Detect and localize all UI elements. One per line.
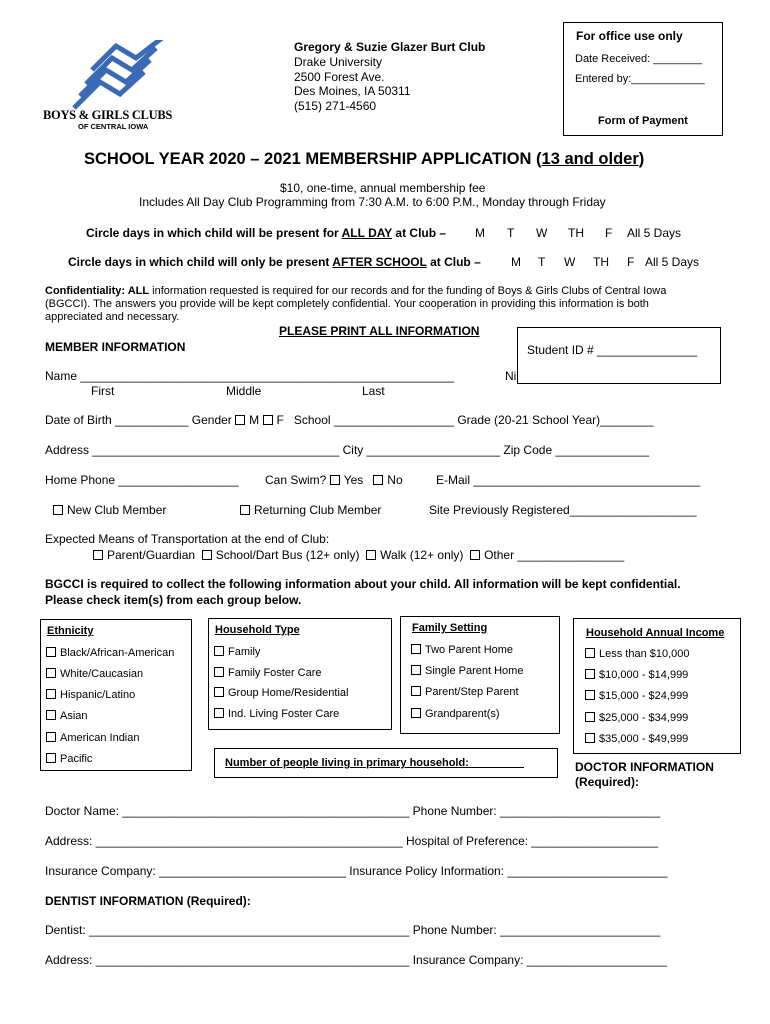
- site-previously-field[interactable]: Site Previously Registered___________________: [429, 503, 697, 517]
- income-option[interactable]: [585, 712, 688, 724]
- member-info-heading: MEMBER INFORMATION: [45, 340, 186, 354]
- after-school-post: at Club –: [426, 255, 481, 269]
- doctor-heading-required: (Required):: [575, 775, 639, 789]
- checkbox[interactable]: [263, 415, 273, 425]
- program-line: Includes All Day Club Programming from 7:30 A.M. to 6:00 P.M., Monday through Friday: [139, 195, 606, 209]
- returning-member-label: Returning Club Member: [254, 503, 382, 517]
- checkbox[interactable]: [411, 644, 421, 654]
- after-school-emph: AFTER SCHOOL: [332, 255, 427, 269]
- day-m[interactable]: M: [511, 255, 521, 269]
- option-label: Grandparent(s): [425, 708, 500, 720]
- option-label: Ind. Living Foster Care: [228, 708, 340, 720]
- option-label: Family Foster Care: [228, 667, 322, 679]
- checkbox[interactable]: [330, 475, 340, 485]
- option-label: Two Parent Home: [425, 644, 514, 656]
- doctor-heading: DOCTOR INFORMATION: [575, 760, 714, 774]
- option-label: $15,000 - $24,999: [599, 690, 689, 702]
- income-option[interactable]: [585, 690, 688, 702]
- family-setting-box: [400, 616, 560, 734]
- checkbox[interactable]: [46, 710, 56, 720]
- checkbox[interactable]: [46, 647, 56, 657]
- checkbox[interactable]: [585, 712, 595, 722]
- household-type-option[interactable]: [214, 646, 260, 658]
- day-m[interactable]: M: [475, 226, 485, 240]
- office-use-box: [563, 22, 723, 136]
- title-age: 13 and older: [541, 150, 639, 168]
- checkbox[interactable]: [585, 669, 595, 679]
- checkbox[interactable]: [411, 665, 421, 675]
- day-all[interactable]: All 5 Days: [627, 226, 682, 240]
- checkbox[interactable]: [93, 550, 103, 560]
- day-f[interactable]: F: [605, 226, 613, 240]
- checkbox[interactable]: [214, 667, 224, 677]
- checkbox[interactable]: [585, 690, 595, 700]
- family-setting-title: Family Setting: [412, 622, 488, 634]
- day-t[interactable]: T: [507, 226, 515, 240]
- bgcci-notice: BGCCI is required to collect the following information about your child. All information will be kept confidential.: [45, 577, 681, 591]
- doctor-address-hospital-field[interactable]: Address: ______________________________________________ Hospital of Preference: ___________________: [45, 834, 659, 848]
- address-line: Des Moines, IA 50311: [294, 84, 411, 98]
- transport-walk: Walk (12+ only): [380, 548, 464, 562]
- checkbox[interactable]: [470, 550, 480, 560]
- ethnicity-option[interactable]: [46, 710, 88, 722]
- swim-no-label: No: [387, 473, 403, 487]
- new-member-label: New Club Member: [67, 503, 167, 517]
- checkbox[interactable]: [46, 753, 56, 763]
- household-count-box: [214, 748, 558, 778]
- income-option[interactable]: [585, 733, 688, 745]
- transport-parent: Parent/Guardian: [107, 548, 196, 562]
- title-end: ): [638, 150, 645, 168]
- option-label: Parent/Step Parent: [425, 686, 519, 698]
- home-phone-field[interactable]: Home Phone __________________: [45, 473, 239, 487]
- option-label: American Indian: [60, 732, 140, 744]
- email-field[interactable]: E-Mail __________________________________: [436, 473, 701, 487]
- option-label: $10,000 - $14,999: [599, 669, 689, 681]
- address-city-zip-field[interactable]: Address _____________________________________ City ____________________ Zip Code ______________: [45, 443, 649, 457]
- ethnicity-box: [40, 619, 192, 771]
- print-all-heading: PLEASE PRINT ALL INFORMATION: [279, 324, 480, 338]
- after-school-pre: Circle days in which child will only be present: [68, 255, 333, 269]
- household-type-box: [208, 618, 392, 730]
- household-count-field[interactable]: Number of people living in primary household:_________: [225, 757, 524, 769]
- dentist-name-phone-field[interactable]: Dentist: ________________________________________________ Phone Number: ________________________: [45, 923, 661, 937]
- household-type-title: Household Type: [215, 624, 300, 636]
- dentist-heading: DENTIST INFORMATION (Required):: [45, 894, 251, 908]
- date-received-field[interactable]: Date Received: ________: [575, 53, 703, 65]
- household-type-option[interactable]: [214, 708, 339, 720]
- page-title: [84, 150, 644, 169]
- confidentiality-text: information requested is required for our records and for the funding of Boys & Girls Clubs of Central Iowa: [149, 285, 667, 297]
- first-name-label: First: [91, 384, 115, 398]
- checkbox[interactable]: [214, 687, 224, 697]
- checkbox[interactable]: [585, 733, 595, 743]
- confidentiality-line: [45, 285, 666, 297]
- ethnicity-option[interactable]: [46, 689, 135, 701]
- confidentiality-line: appreciated and necessary.: [45, 311, 180, 323]
- day-th[interactable]: TH: [568, 226, 584, 240]
- household-type-option[interactable]: [214, 687, 348, 699]
- income-box: [573, 618, 741, 754]
- checkbox[interactable]: [240, 505, 250, 515]
- address-line: 2500 Forest Ave.: [294, 70, 385, 84]
- logo-text: BOYS & GIRLS CLUBS: [43, 108, 173, 122]
- income-title: Household Annual Income: [586, 627, 725, 639]
- option-label: Family: [228, 646, 261, 658]
- ethnicity-title: Ethnicity: [47, 625, 94, 637]
- family-setting-option[interactable]: [411, 708, 500, 720]
- income-option[interactable]: [585, 648, 690, 660]
- student-id-field[interactable]: Student ID # _______________: [527, 343, 698, 357]
- option-label: Pacific: [60, 753, 93, 765]
- checkbox[interactable]: [411, 686, 421, 696]
- checkbox[interactable]: [46, 668, 56, 678]
- ethnicity-option[interactable]: [46, 732, 140, 744]
- checkbox[interactable]: [411, 708, 421, 718]
- household-type-option[interactable]: [214, 667, 322, 679]
- family-setting-option[interactable]: [411, 686, 519, 698]
- checkbox[interactable]: [214, 708, 224, 718]
- all-day-emph: ALL DAY: [341, 226, 393, 240]
- day-w[interactable]: W: [536, 226, 548, 240]
- checkbox[interactable]: [46, 732, 56, 742]
- option-label: Black/African-American: [60, 647, 175, 659]
- logo-subtext: OF CENTRAL IOWA: [78, 122, 149, 131]
- new-member-option[interactable]: [53, 503, 166, 517]
- option-label: $25,000 - $34,999: [599, 712, 689, 724]
- day-f[interactable]: F: [627, 255, 635, 269]
- day-w[interactable]: W: [564, 255, 576, 269]
- checkbox[interactable]: [235, 415, 245, 425]
- family-setting-option[interactable]: [411, 665, 523, 677]
- name-field[interactable]: Name ________________________________________________________: [45, 369, 455, 383]
- day-th[interactable]: TH: [593, 255, 609, 269]
- returning-member-option[interactable]: [240, 503, 381, 517]
- option-label: Group Home/Residential: [228, 687, 349, 699]
- after-school-row: [68, 255, 481, 269]
- dob-row: [45, 413, 654, 427]
- all-day-row: [86, 226, 446, 240]
- confidentiality-line: (BGCCI). The answers you provide will be kept completely confidential. Your cooperation in providing this information is both: [45, 298, 649, 310]
- insurance-field[interactable]: Insurance Company: ____________________________ Insurance Policy Information: ________________________: [45, 864, 668, 878]
- doctor-name-phone-field[interactable]: Doctor Name: ___________________________________________ Phone Number: ________________________: [45, 804, 661, 818]
- day-t[interactable]: T: [538, 255, 546, 269]
- dob-gender-field[interactable]: Date of Birth ___________ Gender: [45, 413, 232, 427]
- can-swim-group: [265, 473, 403, 487]
- gender-f-label: F: [276, 413, 284, 427]
- middle-name-label: Middle: [226, 384, 262, 398]
- school-grade-field[interactable]: School __________________ Grade (20-21 School Year)________: [293, 413, 654, 427]
- transport-other: Other ________________: [484, 548, 625, 562]
- office-use-title: For office use only: [576, 29, 683, 43]
- checkbox[interactable]: [366, 550, 376, 560]
- address-line: (515) 271-4560: [294, 99, 377, 113]
- option-label: Hispanic/Latino: [60, 689, 136, 701]
- last-name-label: Last: [362, 384, 385, 398]
- address-line: Drake University: [294, 55, 383, 69]
- bgcci-instruction: Please check item(s) from each group below.: [45, 593, 302, 607]
- student-id-box: [517, 327, 721, 384]
- all-day-post: at Club –: [392, 226, 447, 240]
- form-of-payment-label: Form of Payment: [598, 115, 688, 127]
- ethnicity-option[interactable]: [46, 668, 143, 680]
- income-option[interactable]: [585, 669, 688, 681]
- checkbox[interactable]: [46, 689, 56, 699]
- option-label: White/Caucasian: [60, 668, 144, 680]
- ethnicity-option[interactable]: [46, 647, 174, 659]
- club-name: Gregory & Suzie Glazer Burt Club: [294, 40, 486, 54]
- can-swim-label: Can Swim?: [265, 473, 327, 487]
- option-label: $35,000 - $49,999: [599, 733, 689, 745]
- day-all[interactable]: All 5 Days: [645, 255, 700, 269]
- entered-by-field[interactable]: Entered by:____________: [575, 73, 705, 85]
- option-label: Asian: [60, 710, 88, 722]
- checkbox[interactable]: [585, 648, 595, 658]
- option-label: Single Parent Home: [425, 665, 524, 677]
- gender-m-label: M: [249, 413, 260, 427]
- transport-bus: School/Dart Bus (12+ only): [215, 548, 360, 562]
- fee-line: $10, one-time, annual membership fee: [280, 181, 486, 195]
- confidentiality-label: Confidentiality: ALL: [45, 285, 150, 297]
- transport-options: [93, 548, 624, 562]
- checkbox[interactable]: [202, 550, 212, 560]
- nickname-label: Ni: [505, 369, 517, 383]
- dentist-address-insurance-field[interactable]: Address: _______________________________________________ Insurance Company: _____________________: [45, 953, 667, 967]
- swim-yes-label: Yes: [343, 473, 364, 487]
- transport-label: Expected Means of Transportation at the end of Club:: [45, 532, 330, 546]
- boys-girls-club-logo-icon: [72, 40, 168, 110]
- title-main: SCHOOL YEAR 2020 – 2021 MEMBERSHIP APPLICATION (: [84, 150, 542, 168]
- family-setting-option[interactable]: [411, 644, 513, 656]
- checkbox[interactable]: [53, 505, 63, 515]
- checkbox[interactable]: [214, 646, 224, 656]
- ethnicity-option[interactable]: [46, 753, 92, 765]
- all-day-pre: Circle days in which child will be present for: [86, 226, 342, 240]
- option-label: Less than $10,000: [599, 648, 690, 660]
- checkbox[interactable]: [373, 475, 383, 485]
